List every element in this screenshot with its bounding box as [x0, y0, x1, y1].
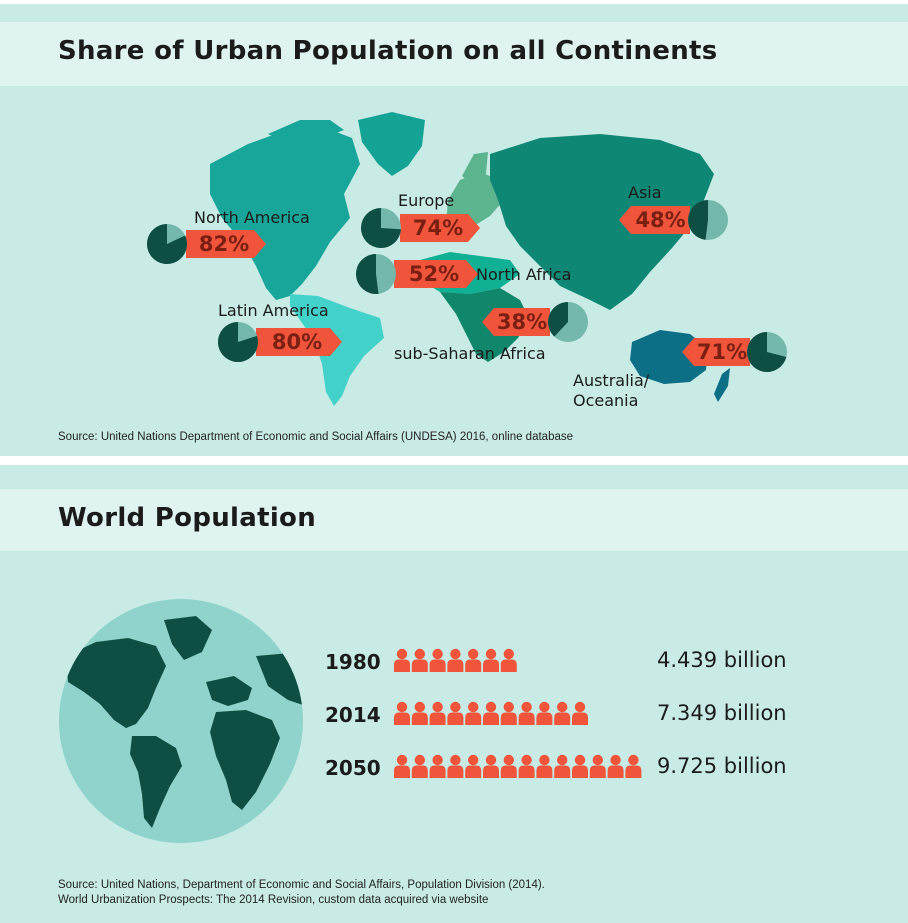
panel-title: Share of Urban Population on all Continents: [58, 36, 718, 66]
population-value: 4.439 billion: [657, 648, 787, 672]
globe-icon: [56, 596, 306, 846]
value-label: 82%: [198, 232, 250, 256]
year-label: 2050: [325, 756, 381, 780]
continent-label: Australia/ Oceania: [573, 371, 650, 410]
value-label: 38%: [496, 310, 548, 334]
value-label: 52%: [408, 262, 460, 286]
year-label: 2014: [325, 703, 381, 727]
source-line-2: World Urbanization Prospects: The 2014 Revision, custom data acquired via website: [58, 894, 489, 906]
source-line-1: Source: United Nations, Department of Economic and Social Affairs, Population Division (2014).: [58, 879, 545, 891]
person-icon: [501, 702, 517, 725]
person-icon: [447, 755, 463, 778]
value-label: 74%: [412, 216, 464, 240]
person-icon: [483, 649, 499, 672]
person-icon: [430, 649, 446, 672]
person-icon: [412, 755, 428, 778]
person-icon-row: [394, 754, 647, 780]
greenland-shape: [358, 112, 425, 176]
person-icon: [430, 702, 446, 725]
person-icon: [430, 755, 446, 778]
person-icon: [447, 649, 463, 672]
panel-title: World Population: [58, 503, 317, 533]
person-icon: [465, 755, 481, 778]
value-label: 48%: [635, 208, 686, 232]
person-icon: [536, 755, 552, 778]
value-label: 71%: [696, 340, 748, 364]
person-icon: [412, 702, 428, 725]
person-icon: [483, 755, 499, 778]
person-icon: [483, 702, 499, 725]
person-icon: [447, 702, 463, 725]
person-icon: [625, 755, 641, 778]
person-icon: [590, 755, 606, 778]
person-icon: [572, 755, 588, 778]
person-icon: [394, 649, 410, 672]
person-icon: [608, 755, 624, 778]
person-icon: [554, 755, 570, 778]
urban-population-panel: [0, 4, 908, 456]
person-icon: [501, 649, 517, 672]
person-icon: [501, 755, 517, 778]
person-icon: [519, 755, 535, 778]
person-icon: [519, 702, 535, 725]
title-band: [0, 489, 908, 551]
pie-urban-slice: [356, 254, 379, 294]
continent-label: North Africa: [476, 265, 572, 284]
person-icon: [554, 702, 570, 725]
person-icon: [572, 702, 588, 725]
source-note: Source: United Nations Department of Economic and Social Affairs (UNDESA) 2016, online database: [58, 431, 574, 443]
marker-latin-america: [218, 301, 342, 362]
person-icon: [394, 702, 410, 725]
continent-label: Latin America: [218, 301, 329, 320]
world-population-panel: [0, 465, 908, 923]
population-value: 7.349 billion: [657, 701, 787, 725]
continent-label: Asia: [628, 183, 662, 202]
person-icon: [536, 702, 552, 725]
continent-label: sub-Saharan Africa: [394, 344, 546, 363]
person-icon: [394, 755, 410, 778]
person-icon: [465, 649, 481, 672]
value-label: 80%: [271, 330, 323, 354]
person-icon-row: [394, 648, 523, 674]
continent-label: Europe: [398, 191, 455, 210]
person-icon: [412, 649, 428, 672]
person-icon: [465, 702, 481, 725]
new-zealand-shape: [714, 368, 730, 402]
population-value: 9.725 billion: [657, 754, 787, 778]
source-note: [58, 878, 545, 908]
world-map-chart: [0, 4, 908, 456]
year-label: 1980: [325, 650, 381, 674]
person-icon-row: [394, 701, 594, 727]
continent-label: North America: [194, 208, 310, 227]
